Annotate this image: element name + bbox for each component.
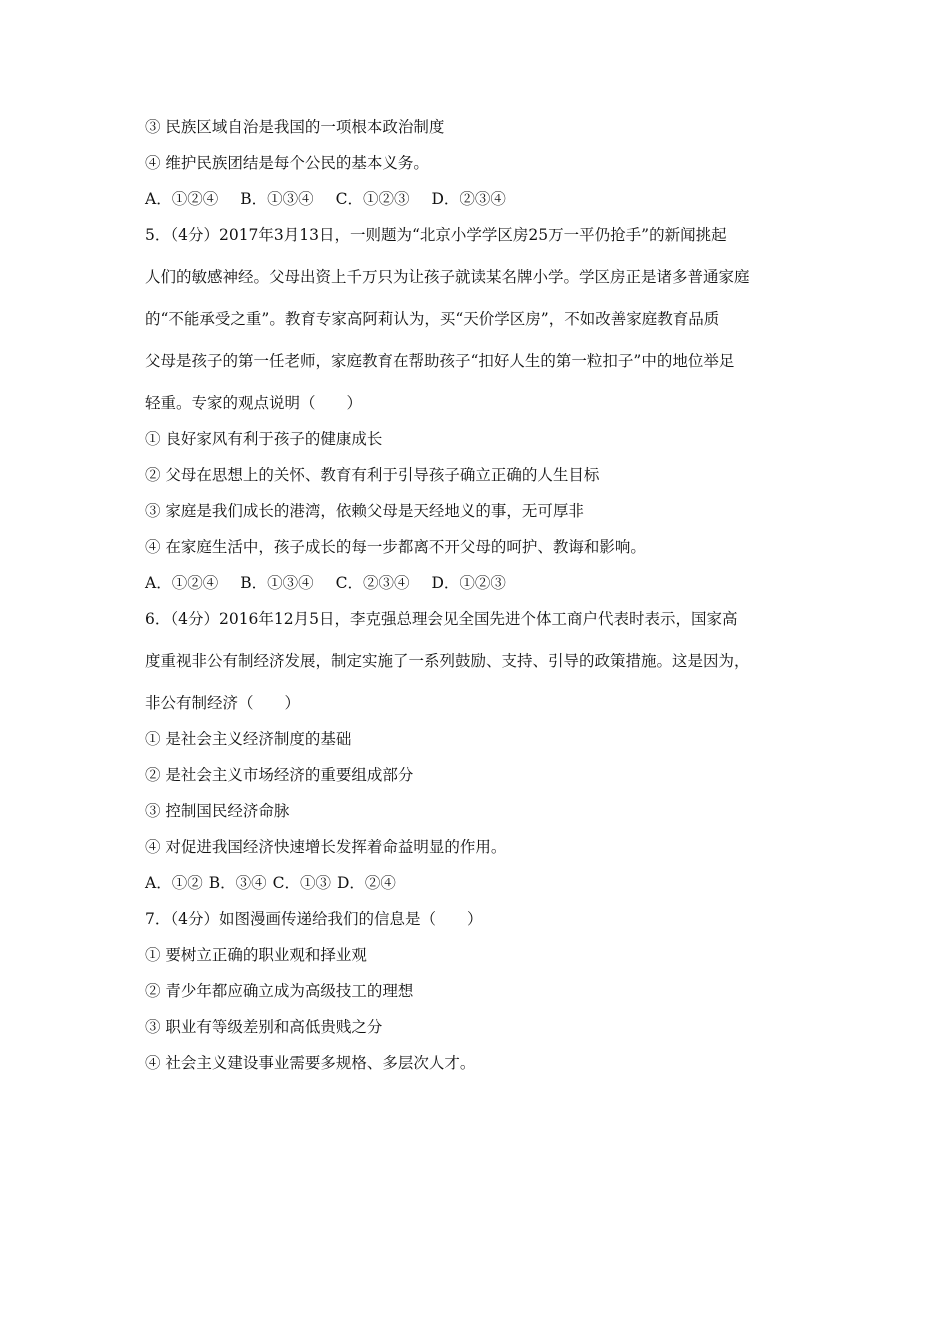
option-item: ④ 在家庭生活中，孩子成长的每一步都离不开父母的呵护、教诲和影响。 bbox=[145, 538, 646, 556]
question-stem-line: 7．（4分）如图漫画传递给我们的信息是（ ） bbox=[145, 910, 483, 928]
option-item: ③ 民族区域自治是我国的一项根本政治制度 bbox=[145, 118, 445, 136]
choice-b: B．①③④ bbox=[240, 190, 314, 208]
choice-d: D．②④ bbox=[336, 874, 396, 892]
option-item: ① 是社会主义经济制度的基础 bbox=[145, 730, 352, 748]
answer-choices bbox=[145, 874, 810, 910]
option-item: ② 是社会主义市场经济的重要组成部分 bbox=[145, 766, 414, 784]
answer-choices bbox=[145, 190, 810, 226]
question-stem-line: 6．（4分）2016年12月5日，李克强总理会见全国先进个体工商户代表时表示，国家高 bbox=[145, 610, 738, 628]
question-5 bbox=[145, 226, 810, 610]
answer-choices bbox=[145, 574, 810, 610]
option-item: ④ 维护民族团结是每个公民的基本义务。 bbox=[145, 154, 429, 172]
choice-d: D．②③④ bbox=[431, 190, 506, 208]
exam-page bbox=[145, 118, 810, 1090]
question-stem-line: 度重视非公有制经济发展，制定实施了一系列鼓励、支持、引导的政策措施。这是因为， bbox=[145, 652, 750, 670]
choice-b: B．③④ bbox=[208, 874, 267, 892]
question-stem-line: 父母是孩子的第一任老师，家庭教育在帮助孩子“扣好人生的第一粒扣子”中的地位举足 bbox=[145, 352, 735, 370]
choice-b: B．①③④ bbox=[240, 574, 314, 592]
question-stem-line: 非公有制经济（ ） bbox=[145, 694, 301, 712]
choice-c: C．①②③ bbox=[335, 190, 410, 208]
question-stem-line: 5．（4分）2017年3月13日，一则题为“北京小学学区房25万一平仍抢手”的新闻挑起 bbox=[145, 226, 727, 244]
option-item: ④ 对促进我国经济快速增长发挥着命益明显的作用。 bbox=[145, 838, 507, 856]
option-item: ② 父母在思想上的关怀、教育有利于引导孩子确立正确的人生目标 bbox=[145, 466, 600, 484]
choice-c: C．②③④ bbox=[335, 574, 410, 592]
question-4-continued bbox=[145, 118, 810, 226]
option-item: ① 要树立正确的职业观和择业观 bbox=[145, 946, 367, 964]
option-item: ③ 职业有等级差别和高低贵贱之分 bbox=[145, 1018, 383, 1036]
choice-a: A．①② bbox=[145, 874, 203, 892]
choice-c: C．①③ bbox=[272, 874, 331, 892]
option-item: ② 青少年都应确立成为高级技工的理想 bbox=[145, 982, 414, 1000]
option-item: ③ 家庭是我们成长的港湾，依赖父母是天经地义的事，无可厚非 bbox=[145, 502, 584, 520]
choice-a: A．①②④ bbox=[145, 574, 219, 592]
question-7 bbox=[145, 910, 810, 1090]
question-6 bbox=[145, 610, 810, 910]
choice-a: A．①②④ bbox=[145, 190, 219, 208]
option-item: ① 良好家风有利于孩子的健康成长 bbox=[145, 430, 383, 448]
question-stem-line: 人们的敏感神经。父母出资上千万只为让孩子就读某名牌小学。学区房正是诸多普通家庭 bbox=[145, 268, 750, 286]
choice-d: D．①②③ bbox=[431, 574, 506, 592]
question-stem-line: 的“不能承受之重”。教育专家高阿莉认为，买“天价学区房”，不如改善家庭教育品质 bbox=[145, 310, 720, 328]
option-item: ③ 控制国民经济命脉 bbox=[145, 802, 290, 820]
option-item: ④ 社会主义建设事业需要多规格、多层次人才。 bbox=[145, 1054, 476, 1072]
question-stem-line: 轻重。专家的观点说明（ ） bbox=[145, 394, 363, 412]
